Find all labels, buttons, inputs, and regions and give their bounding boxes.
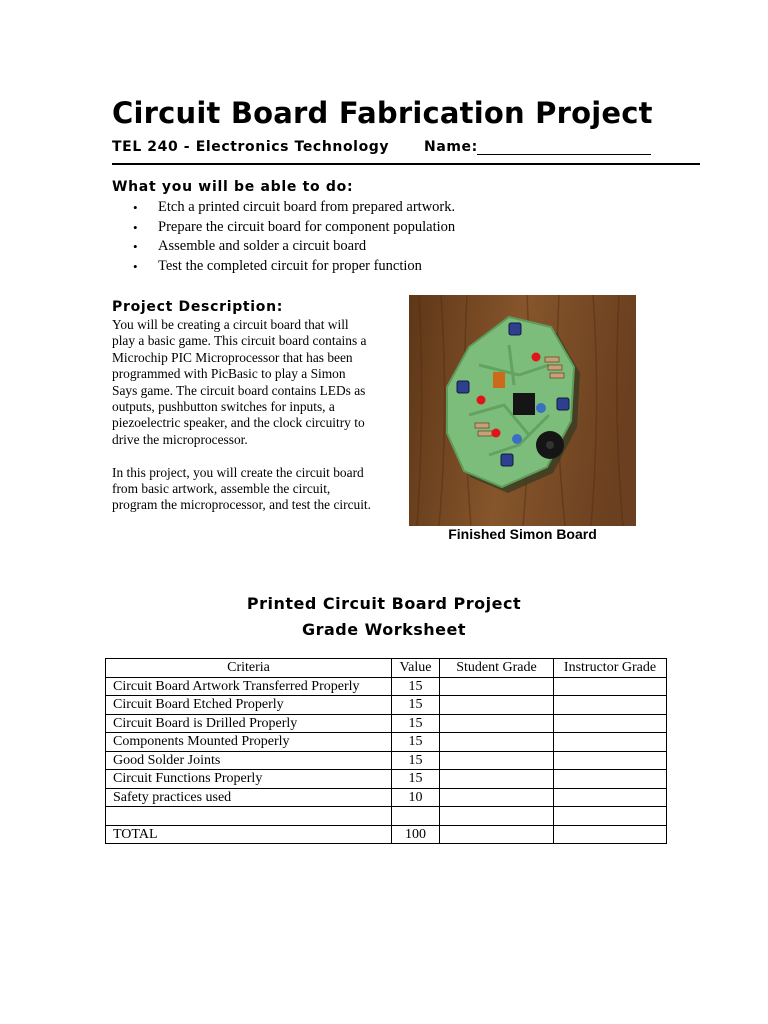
table-row	[106, 788, 667, 807]
objectives-heading: What you will be able to do:	[112, 179, 354, 195]
criteria-cell: Components Mounted Properly	[106, 733, 392, 752]
instructor-grade-cell[interactable]	[554, 807, 667, 826]
instructor-grade-cell[interactable]	[554, 677, 667, 696]
grade-worksheet-table	[105, 658, 667, 844]
instructor-grade-cell[interactable]	[554, 825, 667, 844]
table-row	[106, 696, 667, 715]
table-header-row	[106, 659, 667, 678]
table-row	[106, 825, 667, 844]
name-field-line[interactable]	[477, 154, 651, 155]
criteria-cell: Circuit Board Etched Properly	[106, 696, 392, 715]
objective-item	[133, 257, 455, 277]
photo-caption: Finished Simon Board	[448, 526, 597, 542]
header-divider	[112, 163, 700, 165]
bullet-icon: •	[133, 219, 138, 235]
value-cell: 15	[392, 714, 440, 733]
bullet-icon: •	[133, 239, 138, 254]
value-cell: 15	[392, 677, 440, 696]
student-grade-cell[interactable]	[440, 677, 554, 696]
instructor-grade-cell[interactable]	[554, 751, 667, 770]
value-cell: 15	[392, 770, 440, 789]
objective-text: Assemble and solder a circuit board	[158, 238, 367, 254]
project-description-heading: Project Description:	[112, 299, 284, 315]
table-row	[106, 714, 667, 733]
instructor-grade-cell[interactable]	[554, 696, 667, 715]
value-cell: 100	[392, 825, 440, 844]
table-row	[106, 677, 667, 696]
worksheet-subtitle: Grade Worksheet	[301, 620, 467, 639]
simon-board-photo	[409, 295, 636, 526]
objective-text: Test the completed circuit for proper function	[158, 257, 422, 274]
value-cell	[392, 807, 440, 826]
criteria-cell: Good Solder Joints	[106, 751, 392, 770]
value-cell: 15	[392, 751, 440, 770]
criteria-cell: Circuit Functions Properly	[106, 770, 392, 789]
objectives-list	[133, 198, 455, 276]
value-column-header: Value	[392, 659, 440, 678]
course-label: TEL 240 - Electronics Technology	[112, 139, 390, 155]
project-description	[112, 317, 374, 514]
page-title: Circuit Board Fabrication Project	[112, 96, 653, 130]
table-row	[106, 751, 667, 770]
objective-item	[133, 237, 455, 257]
table-row	[106, 733, 667, 752]
table-row	[106, 807, 667, 826]
worksheet-title: Printed Circuit Board Project	[246, 594, 522, 613]
value-cell: 10	[392, 788, 440, 807]
criteria-cell: Circuit Board Artwork Transferred Properly	[106, 677, 392, 696]
value-cell: 15	[392, 733, 440, 752]
student-grade-cell[interactable]	[440, 714, 554, 733]
objective-text: Prepare the circuit board for component population	[158, 218, 456, 235]
instructor-grade-cell[interactable]	[554, 714, 667, 733]
student-grade-column-header: Student Grade	[440, 659, 554, 678]
objective-item	[133, 218, 455, 238]
criteria-column-header: Criteria	[106, 659, 392, 678]
student-grade-cell[interactable]	[440, 825, 554, 844]
table-row	[106, 770, 667, 789]
criteria-cell: Circuit Board is Drilled Properly	[106, 714, 392, 733]
instructor-grade-column-header: Instructor Grade	[554, 659, 667, 678]
instructor-grade-cell[interactable]	[554, 788, 667, 807]
student-grade-cell[interactable]	[440, 733, 554, 752]
objective-text: Etch a printed circuit board from prepared artwork.	[158, 199, 456, 215]
description-paragraph: In this project, you will create the circuit board from basic artwork, assemble the circuit, program the microprocessor, and test the circuit.	[112, 464, 372, 513]
criteria-cell: Safety practices used	[106, 788, 392, 807]
criteria-cell	[106, 807, 392, 826]
instructor-grade-cell[interactable]	[554, 770, 667, 789]
name-label: Name:	[424, 139, 478, 155]
objective-item	[133, 198, 455, 218]
student-grade-cell[interactable]	[440, 788, 554, 807]
criteria-cell: TOTAL	[106, 825, 392, 844]
description-paragraph: You will be creating a circuit board that will play a basic game. This circuit board contains a Microchip PIC Microprocessor that has been programmed with PicBasic to play a Simon Says game. The circuit board contains LEDs as outputs, pushbutton switches for inputs, a piezoelectric speaker, and the clock circuitry to drive the microprocessor.	[112, 317, 367, 447]
student-grade-cell[interactable]	[440, 770, 554, 789]
instructor-grade-cell[interactable]	[554, 733, 667, 752]
bullet-icon: •	[133, 258, 138, 274]
student-grade-cell[interactable]	[440, 751, 554, 770]
value-cell: 15	[392, 696, 440, 715]
bullet-icon: •	[133, 200, 138, 215]
student-grade-cell[interactable]	[440, 807, 554, 826]
student-grade-cell[interactable]	[440, 696, 554, 715]
